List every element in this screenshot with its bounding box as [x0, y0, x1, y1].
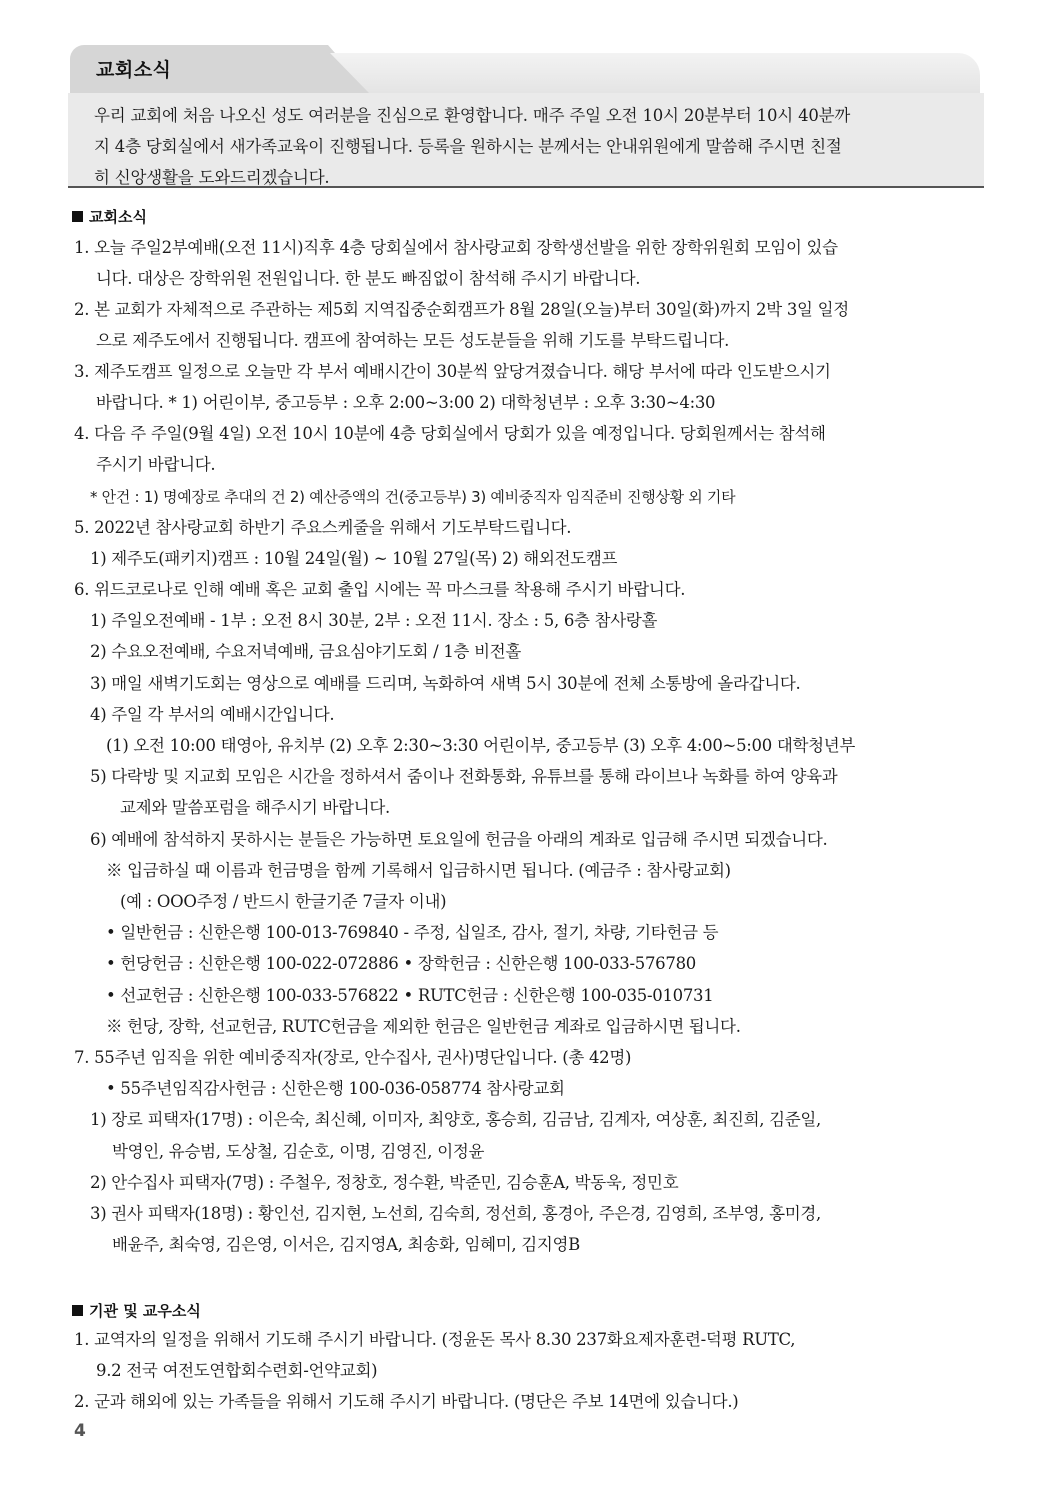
news-line: 4. 다음 주 주일(9월 4일) 오전 10시 10분에 4층 당회실에서 당회가 있을 예정입니다. 당회원께서는 참석해	[74, 424, 826, 443]
news-line: 니다. 대상은 장학위원 전원입니다. 한 분도 빠짐없이 참석해 주시기 바랍니다.	[96, 269, 641, 288]
account-line: • 일반헌금 : 신한은행 100-013-769840 - 주정, 십일조, 감사, 절기, 차량, 기타헌금 등	[106, 923, 719, 942]
welcome-line: 우리 교회에 처음 나오신 성도 여러분을 진심으로 환영합니다. 매주 주일 오전 10시 20분부터 10시 40분까	[94, 106, 851, 125]
news-line: 6. 위드코로나로 인해 예배 혹은 교회 출입 시에는 꼭 마스크를 착용해 주시기 바랍니다.	[74, 580, 686, 599]
news-line: 으로 제주도에서 진행됩니다. 캠프에 참여하는 모든 성도분들을 위해 기도를 부탁드립니다.	[96, 331, 730, 350]
news-line: 배윤주, 최숙영, 김은영, 이서은, 김지영A, 최송화, 임혜미, 김지영B	[112, 1235, 581, 1254]
news-line: 1. 오늘 주일2부예배(오전 11시)직후 4층 당회실에서 참사랑교회 장학생선발을 위한 장학위원회 모임이 있습	[74, 238, 838, 257]
welcome-notice-box	[68, 93, 984, 188]
news-line: 6) 예배에 참석하지 못하시는 분들은 가능하면 토요일에 헌금을 아래의 계좌로 입금해 주시면 되겠습니다.	[90, 830, 828, 849]
square-bullet-icon	[72, 1305, 83, 1316]
news-line: 3. 제주도캠프 일정으로 오늘만 각 부서 예배시간이 30분씩 앞당겨졌습니다. 해당 부서에 따라 인도받으시기	[74, 362, 831, 381]
section-heading-member-news: 기관 및 교우소식	[72, 1300, 201, 1321]
news-line: 5. 2022년 참사랑교회 하반기 주요스케줄을 위해서 기도부탁드립니다.	[74, 518, 572, 537]
news-line: 1. 교역자의 일정을 위해서 기도해 주시기 바랍니다. (정윤돈 목사 8.30 237화요제자훈련-덕평 RUTC,	[74, 1330, 796, 1349]
news-line: ※ 입금하실 때 이름과 헌금명을 함께 기록해서 입금하시면 됩니다. (예금주 : 참사랑교회)	[106, 861, 731, 880]
welcome-line: 히 신앙생활을 도와드리겠습니다.	[94, 168, 330, 187]
news-line: 2) 수요오전예배, 수요저녁예배, 금요심야기도회 / 1층 비전홀	[90, 642, 522, 661]
news-line: ※ 헌당, 장학, 선교헌금, RUTC헌금을 제외한 헌금은 일반헌금 계좌로 입금하시면 됩니다.	[106, 1017, 741, 1036]
news-line: 바랍니다. * 1) 어린이부, 중고등부 : 오후 2:00~3:00 2) 대학청년부 : 오후 3:30~4:30	[96, 393, 716, 412]
news-line: 1) 주일오전예배 - 1부 : 오전 8시 30분, 2부 : 오전 11시. 장소 : 5, 6층 참사랑홀	[90, 611, 658, 630]
news-line: 3) 권사 피택자(18명) : 황인선, 김지현, 노선희, 김숙희, 정선희, 홍경아, 주은경, 김영희, 조부영, 홍미경,	[90, 1204, 822, 1223]
section-heading-church-news: 교회소식	[72, 206, 147, 227]
news-line: 5) 다락방 및 지교회 모임은 시간을 정하셔서 줌이나 전화통화, 유튜브를 통해 라이브나 녹화를 하여 양육과	[90, 767, 838, 786]
page-title: 교회소식	[96, 59, 172, 81]
news-line: 2. 군과 해외에 있는 가족들을 위해서 기도해 주시기 바랍니다. (명단은 주보 14면에 있습니다.)	[74, 1392, 739, 1411]
news-line: 1) 제주도(패키지)캠프 : 10월 24일(월) ~ 10월 27일(목) 2) 해외전도캠프	[90, 549, 618, 568]
account-line: • 55주년임직감사헌금 : 신한은행 100-036-058774 참사랑교회	[106, 1079, 565, 1098]
news-line: 7. 55주년 임직을 위한 예비중직자(장로, 안수집사, 권사)명단입니다. (총 42명)	[74, 1048, 632, 1067]
account-line: • 헌당헌금 : 신한은행 100-022-072886 • 장학헌금 : 신한은행 100-033-576780	[106, 954, 696, 973]
page-number: 4	[74, 1421, 86, 1441]
news-line: 주시기 바랍니다.	[96, 455, 216, 474]
news-line: 1) 장로 피택자(17명) : 이은숙, 최신혜, 이미자, 최양호, 홍승희, 김금남, 김계자, 여상훈, 최진희, 김준일,	[90, 1110, 822, 1129]
news-line: 4) 주일 각 부서의 예배시간입니다.	[90, 705, 335, 724]
square-bullet-icon	[72, 211, 83, 222]
header-band	[330, 53, 980, 93]
news-line: 박영인, 유승범, 도상철, 김순호, 이명, 김영진, 이정윤	[112, 1142, 485, 1161]
news-line: (예 : OOO주정 / 반드시 한글기준 7글자 이내)	[120, 892, 447, 911]
news-line: (1) 오전 10:00 태영아, 유치부 (2) 오후 2:30~3:30 어린이부, 중고등부 (3) 오후 4:00~5:00 대학청년부	[106, 736, 856, 755]
welcome-line: 지 4층 당회실에서 새가족교육이 진행됩니다. 등록을 원하시는 분께서는 안내위원에게 말씀해 주시면 친절	[94, 137, 842, 156]
news-line: 2) 안수집사 피택자(7명) : 주철우, 정창호, 정수환, 박준민, 김승훈A, 박동욱, 정민호	[90, 1173, 679, 1192]
account-line: • 선교헌금 : 신한은행 100-033-576822 • RUTC헌금 : 신한은행 100-035-010731	[106, 986, 714, 1005]
news-line: 교제와 말씀포럼을 해주시기 바랍니다.	[120, 798, 391, 817]
news-line: 9.2 전국 여전도연합회수련회-언약교회)	[96, 1361, 378, 1380]
news-line: 3) 매일 새벽기도회는 영상으로 예배를 드리며, 녹화하여 새벽 5시 30분에 전체 소통방에 올라갑니다.	[90, 674, 801, 693]
news-line: 2. 본 교회가 자체적으로 주관하는 제5회 지역집중순회캠프가 8월 28일(오늘)부터 30일(화)까지 2박 3일 일정	[74, 300, 849, 319]
agenda-line: * 안건 : 1) 명예장로 추대의 건 2) 예산증액의 건(중고등부) 3) 예비중직자 임직준비 진행상황 외 기타	[90, 488, 736, 506]
